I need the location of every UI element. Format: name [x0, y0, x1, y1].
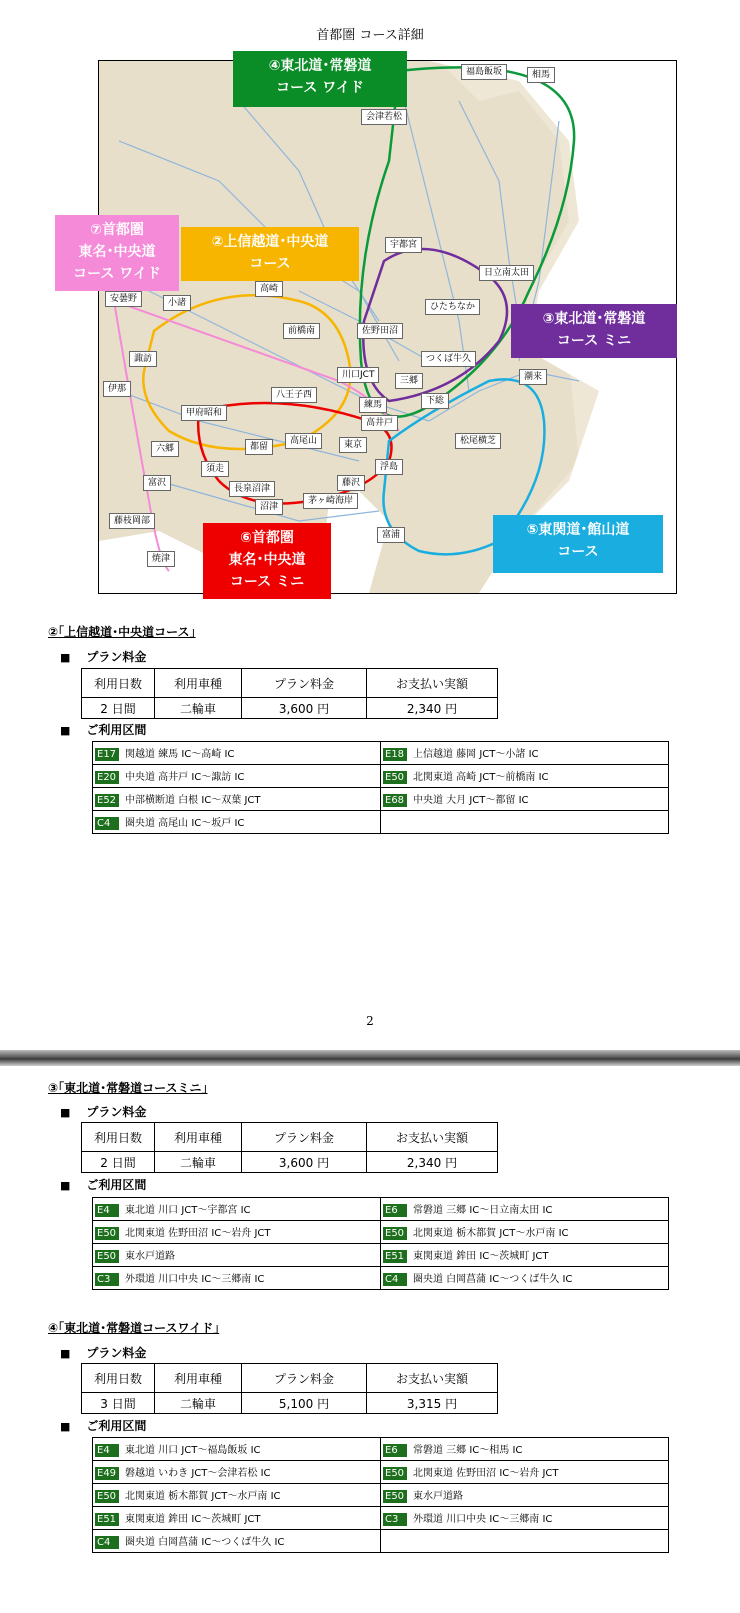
route-code-badge: C3	[95, 1273, 119, 1286]
course-label-line: コース ミニ	[556, 333, 632, 349]
course-label-line: ③東北道･常磐道	[542, 311, 646, 327]
route-text: 中央道 大月 JCT～都留 IC	[413, 795, 529, 806]
route-text: 上信越道 藤岡 JCT～小諸 IC	[413, 749, 539, 760]
city-label: 茅ヶ崎海岸	[303, 493, 358, 509]
course-label-line: ④東北道･常磐道	[268, 58, 372, 74]
course-label-line: コース ミニ	[229, 574, 305, 590]
course-label-line: ⑤東関道･館山道	[526, 522, 630, 538]
section-title: ②｢上信越道･中央道コース｣	[48, 625, 196, 639]
route-cell	[381, 1530, 669, 1553]
city-label: 東京	[339, 437, 367, 453]
route-code-badge: E50	[383, 1467, 407, 1480]
route-text: 常磐道 三郷 IC～日立南太田 IC	[413, 1205, 553, 1216]
header-payment: お支払い実額	[367, 1123, 498, 1152]
route-cell	[381, 1484, 669, 1507]
route-code-badge: E50	[383, 1490, 407, 1503]
city-label: 焼津	[147, 551, 175, 567]
price-cell: 5,100 円	[242, 1393, 367, 1414]
route-cell	[93, 742, 381, 765]
price-cell: 二輪車	[155, 698, 242, 719]
city-label: 長泉沼津	[229, 481, 275, 497]
route-code-badge: E6	[383, 1444, 407, 1457]
city-label: 小諸	[163, 295, 191, 311]
city-label: 浮島	[375, 459, 403, 475]
route-code-badge: E50	[95, 1250, 119, 1263]
route-code-badge: E50	[95, 1227, 119, 1240]
city-label: 都留	[245, 439, 273, 455]
route-row	[93, 1438, 669, 1461]
course-label-line: ⑦首都圏	[90, 222, 144, 238]
route-code-badge: E20	[95, 771, 119, 784]
route-code-badge: E50	[95, 1490, 119, 1503]
city-label: 沼津	[255, 499, 283, 515]
route-text: 圏央道 白岡菖蒲 IC～つくば牛久 IC	[125, 1537, 285, 1548]
route-row	[93, 811, 669, 834]
city-label: 富浦	[377, 527, 405, 543]
routes-table	[92, 1197, 669, 1290]
route-row	[93, 742, 669, 765]
route-text: 外環道 川口中央 IC～三郷南 IC	[125, 1274, 265, 1285]
route-code-badge: C4	[95, 1536, 119, 1549]
header-days: 利用日数	[82, 669, 155, 698]
price-cell: 3,600 円	[242, 698, 367, 719]
price-cell: 2,340 円	[367, 1152, 498, 1173]
city-label: 藤枝岡部	[109, 513, 155, 529]
header-plan-fee: プラン料金	[242, 1364, 367, 1393]
price-cell: 二輪車	[155, 1393, 242, 1414]
route-text: 東北道 川口 JCT～宇都宮 IC	[125, 1205, 251, 1216]
route-text: 北関東道 高崎 JCT～前橋南 IC	[413, 772, 549, 783]
route-text: 中部横断道 白根 IC～双葉 JCT	[125, 795, 261, 806]
course-label-line: 東名･中央道	[78, 244, 156, 260]
page-separator	[0, 1050, 740, 1066]
route-cell	[93, 1484, 381, 1507]
price-cell: 3,315 円	[367, 1393, 498, 1414]
route-row	[93, 1530, 669, 1553]
route-text: 東関東道 鉾田 IC～茨城町 JCT	[125, 1514, 261, 1525]
route-code-badge: E49	[95, 1467, 119, 1480]
route-text: 関越道 練馬 IC～高崎 IC	[125, 749, 235, 760]
city-label: 安曇野	[105, 291, 142, 307]
route-code-badge: C4	[383, 1273, 407, 1286]
route-text: 東北道 川口 JCT～福島飯坂 IC	[125, 1445, 261, 1456]
course-label-line: コース	[557, 544, 599, 560]
route-text: 東関東道 鉾田 IC～茨城町 JCT	[413, 1251, 549, 1262]
route-text: 東水戸道路	[413, 1491, 463, 1502]
route-code-badge: C3	[383, 1513, 407, 1526]
map-title: 首都圏 コース詳細	[316, 28, 424, 43]
city-label: 甲府昭和	[181, 405, 227, 421]
course-map	[73, 58, 677, 594]
routes-heading: ■ ご利用区間	[60, 721, 146, 738]
city-label: 宇都宮	[385, 237, 422, 253]
city-label: 会津若松	[361, 109, 407, 125]
route-row	[93, 1198, 669, 1221]
route-cell	[93, 1507, 381, 1530]
route-row	[93, 1221, 669, 1244]
course-label-line: コース ワイド	[73, 266, 161, 282]
city-label: 高尾山	[285, 433, 322, 449]
price-cell: 2 日間	[82, 698, 155, 719]
route-text: 北関東道 栃木都賀 JCT～水戸南 IC	[413, 1228, 569, 1239]
route-cell	[93, 1461, 381, 1484]
route-code-badge: E68	[383, 794, 407, 807]
route-code-badge: E4	[95, 1444, 119, 1457]
header-plan-fee: プラン料金	[242, 1123, 367, 1152]
price-heading: ■ プラン料金	[60, 1344, 146, 1361]
city-label: 潮来	[519, 369, 547, 385]
section-title: ④｢東北道･常磐道コースワイド｣	[48, 1321, 220, 1335]
header-vehicle: 利用車種	[155, 1123, 242, 1152]
header-plan-fee: プラン料金	[242, 669, 367, 698]
route-cell	[93, 1438, 381, 1461]
city-label: 練馬	[359, 397, 387, 413]
city-label: 下総	[421, 393, 449, 409]
route-text: 常磐道 三郷 IC～相馬 IC	[413, 1445, 523, 1456]
course-6-label	[203, 523, 331, 599]
route-row	[93, 1461, 669, 1484]
route-cell	[381, 1244, 669, 1267]
price-cell: 二輪車	[155, 1152, 242, 1173]
route-cell	[381, 765, 669, 788]
route-row	[93, 1507, 669, 1530]
header-days: 利用日数	[82, 1364, 155, 1393]
course-label-line: コース	[249, 256, 291, 272]
route-cell	[381, 742, 669, 765]
header-vehicle: 利用車種	[155, 1364, 242, 1393]
header-days: 利用日数	[82, 1123, 155, 1152]
city-label: 諏訪	[129, 351, 157, 367]
routes-heading: ■ ご利用区間	[60, 1176, 146, 1193]
route-text: 東水戸道路	[125, 1251, 175, 1262]
route-text: 圏央道 白岡菖蒲 IC～つくば牛久 IC	[413, 1274, 573, 1285]
city-label: 松尾横芝	[455, 433, 501, 449]
course-2-label	[181, 227, 359, 281]
route-code-badge: C4	[95, 817, 119, 830]
section-title: ③｢東北道･常磐道コースミニ｣	[48, 1081, 208, 1095]
course-4-label	[233, 51, 407, 107]
route-cell	[93, 788, 381, 811]
routes-heading: ■ ご利用区間	[60, 1417, 146, 1434]
route-text: 中央道 高井戸 IC～諏訪 IC	[125, 772, 245, 783]
route-text: 北関東道 栃木都賀 JCT～水戸南 IC	[125, 1491, 281, 1502]
city-label: 高崎	[255, 281, 283, 297]
price-heading: ■ プラン料金	[60, 1103, 146, 1120]
route-cell	[93, 811, 381, 834]
course-label-line: 東名･中央道	[228, 552, 306, 568]
price-cell: 2,340 円	[367, 698, 498, 719]
route-text: 外環道 川口中央 IC～三郷南 IC	[413, 1514, 553, 1525]
route-text: 圏央道 高尾山 IC～坂戸 IC	[125, 818, 245, 829]
route-code-badge: E51	[95, 1513, 119, 1526]
route-row	[93, 1267, 669, 1290]
city-label: 高井戸	[361, 415, 398, 431]
route-code-badge: E17	[95, 748, 119, 761]
route-text: 北関東道 佐野田沼 IC～岩舟 JCT	[413, 1468, 559, 1479]
price-cell: 3,600 円	[242, 1152, 367, 1173]
route-code-badge: E50	[383, 1227, 407, 1240]
city-label: 三郷	[395, 373, 423, 389]
city-label: 佐野田沼	[357, 323, 403, 339]
route-cell	[93, 1244, 381, 1267]
route-cell	[381, 1198, 669, 1221]
header-vehicle: 利用車種	[155, 669, 242, 698]
route-row	[93, 1484, 669, 1507]
header-payment: お支払い実額	[367, 1364, 498, 1393]
route-cell	[93, 1198, 381, 1221]
route-text: 北関東道 佐野田沼 IC～岩舟 JCT	[125, 1228, 271, 1239]
route-cell	[381, 1221, 669, 1244]
price-table	[81, 668, 498, 719]
route-cell	[381, 1438, 669, 1461]
city-label: 前橋南	[283, 323, 320, 339]
route-cell	[381, 1507, 669, 1530]
route-row	[93, 788, 669, 811]
route-cell	[381, 811, 669, 834]
course-label-line: ⑥首都圏	[240, 530, 294, 546]
route-code-badge: E6	[383, 1204, 407, 1217]
city-label: つくば牛久	[421, 351, 476, 367]
route-cell	[381, 788, 669, 811]
course-label-line: コース ワイド	[276, 80, 364, 96]
city-label: ひたちなか	[425, 299, 480, 315]
city-label: 六郷	[151, 441, 179, 457]
route-code-badge: E4	[95, 1204, 119, 1217]
route-code-badge: E51	[383, 1250, 407, 1263]
routes-table	[92, 741, 669, 834]
city-label: 富沢	[143, 475, 171, 491]
city-label: 福島飯坂	[461, 64, 507, 80]
course-7-label	[55, 215, 179, 291]
route-row	[93, 1244, 669, 1267]
price-table	[81, 1122, 498, 1173]
city-label: 八王子西	[271, 387, 317, 403]
course-5-label	[493, 515, 663, 573]
city-label: 日立南太田	[479, 265, 534, 281]
price-cell: 2 日間	[82, 1152, 155, 1173]
routes-table	[92, 1437, 669, 1553]
route-cell	[93, 1530, 381, 1553]
city-label: 伊那	[103, 381, 131, 397]
price-table	[81, 1363, 498, 1414]
page-2	[0, 1066, 740, 1613]
city-label: 相馬	[527, 67, 555, 83]
page-number: 2	[366, 1014, 374, 1028]
route-cell	[381, 1267, 669, 1290]
route-row	[93, 765, 669, 788]
price-heading: ■ プラン料金	[60, 648, 146, 665]
route-code-badge: E18	[383, 748, 407, 761]
route-cell	[93, 1221, 381, 1244]
route-text: 磐越道 いわき JCT～会津若松 IC	[125, 1468, 271, 1479]
header-payment: お支払い実額	[367, 669, 498, 698]
route-cell	[381, 1461, 669, 1484]
city-label: 須走	[201, 461, 229, 477]
price-cell: 3 日間	[82, 1393, 155, 1414]
course-label-line: ②上信越道･中央道	[211, 234, 329, 250]
course-3-label	[511, 304, 677, 358]
city-label: 藤沢	[337, 475, 365, 491]
route-code-badge: E52	[95, 794, 119, 807]
route-cell	[93, 1267, 381, 1290]
city-label: 川口JCT	[337, 367, 379, 383]
route-code-badge: E50	[383, 771, 407, 784]
route-cell	[93, 765, 381, 788]
